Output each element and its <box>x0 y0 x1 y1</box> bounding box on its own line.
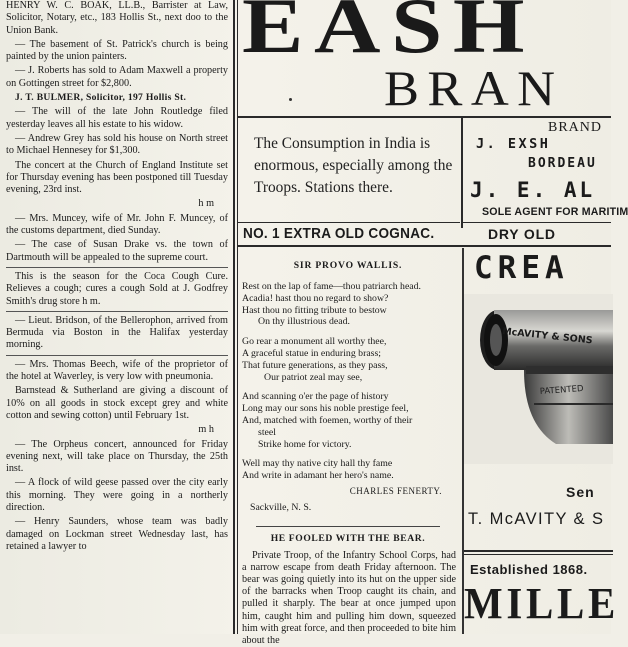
left-news-column <box>0 0 232 634</box>
poem-line: Go rear a monument all worthy thee, <box>242 336 387 348</box>
ad-headline: EASH <box>242 0 536 69</box>
story-title: HE FOOLED WITH THE BEAR. <box>270 532 426 544</box>
brand-ad <box>464 120 628 232</box>
column-rule <box>233 0 235 634</box>
ad-column-rule <box>461 118 463 228</box>
brand-label: BRAND <box>548 120 603 135</box>
poem-line: Rest on the lap of fame—thou patriarch head. <box>242 281 422 292</box>
sen-text: Sen <box>566 484 595 500</box>
poem-line: Acadia! hast thou no regard to show? <box>242 292 389 304</box>
mcavity-name: T. McAVITY & S <box>468 510 605 528</box>
news-item: J. T. BULMER, Solicitor, 197 Hollis St. <box>15 92 187 104</box>
ad-rule <box>238 245 611 247</box>
mcavity-ad <box>462 248 620 634</box>
poem-title: SIR PROVO WALLIS. <box>293 260 403 271</box>
news-item: Barnstead & Sutherland are giving a discount of 10% on all goods in stock except grey and white cotton and sewing cotton) until February 1st. <box>6 385 228 421</box>
poem-line: On thy illustrious dead. <box>258 316 350 328</box>
dry-old-line: DRY OLD <box>488 226 556 242</box>
poem-line: And scanning o'er the page of history <box>242 391 389 403</box>
print-speck <box>289 98 292 101</box>
cream-headline: CREA <box>474 250 569 286</box>
news-item: — A flock of wild geese passed over the city early this morning. They were going in a northerly direction. <box>6 477 228 513</box>
news-item: — The case of Susan Drake vs. the town of Dartmouth will be appealed to the supreme court. <box>6 239 228 263</box>
poem-stanza <box>242 458 458 482</box>
poem-line: Strike home for victory. <box>258 438 352 450</box>
poem-line: Well may thy native city hall thy fame <box>242 458 393 470</box>
poem-line: Hast thou no fitting tribute to bestow <box>242 304 387 316</box>
brand-line: J. EXSH <box>476 136 551 152</box>
consumption-notice: The Consumption in India is enormous, especially among the Troops. Stations there. <box>254 135 453 196</box>
poem-line: That future generations, as they pass, <box>242 359 388 371</box>
ad-rule <box>462 222 611 223</box>
divider <box>256 526 440 527</box>
story-body <box>238 550 458 647</box>
mille-headline: MILLE <box>464 579 620 628</box>
news-item: — Andrew Grey has sold his house on North street to Michael Hennesey for $1,300. <box>6 132 228 157</box>
poem-line: Our patriot zeal may see, <box>264 371 363 383</box>
news-item: HENRY W. C. BOAK, LL.B., Barrister at Law, Solicitor, Notary, etc., 183 Hollis St., next doo to the Union Bank. <box>6 0 228 36</box>
sole-agent-line: SOLE AGENT FOR MARITIM <box>482 206 628 218</box>
bordeaux-line: BORDEAU <box>528 156 597 171</box>
ad-rule <box>238 222 460 223</box>
poem-line: A graceful statue in enduring brass; <box>242 347 382 359</box>
news-item: — Mrs. Thomas Beech, wife of the proprietor of the hotel at Waverley, is very low with pneumonia. <box>6 358 228 383</box>
poem-body <box>242 281 458 514</box>
cognac-line: NO. 1 EXTRA OLD COGNAC. <box>243 226 435 242</box>
ad-rule <box>464 550 613 552</box>
news-item: — The Orpheus concert, announced for Friday evening next, will take place on Thursday, the 25th inst. <box>6 438 228 475</box>
established-line: Established 1868. <box>470 562 588 577</box>
poem-line: And write in adamant her hero's name. <box>242 470 394 482</box>
ad-rule <box>238 116 611 118</box>
ad-subheadline: BRAN <box>384 60 564 116</box>
news-item: — Lieut. Bridson, of the Bellerophon, arrived from Bermuda via Boston in the Halifax yesterday morning. <box>6 314 228 351</box>
news-item: h m <box>198 198 214 210</box>
news-item: — The will of the late John Routledge filed yesterday leaves all his estate to his widow. <box>6 106 228 130</box>
pipe-fitting-illustration <box>464 294 613 464</box>
poem-and-story-column <box>238 248 458 646</box>
poem-line: And, matched with foemen, worthy of their <box>242 414 413 426</box>
news-item: The concert at the Church of England Institute set for Thursday evening has been postponed till Tuesday evening, 23rd inst. <box>6 159 228 196</box>
news-items <box>0 0 232 553</box>
pipe-label: McAVITY & SONS <box>501 326 593 347</box>
news-item: — Henry Saunders, whose team was badly damaged on Lockman street Wednesday last, has retained a lawyer to <box>6 516 228 552</box>
divider <box>6 311 228 312</box>
poem-stanza <box>242 281 458 328</box>
poem-stanza <box>242 336 458 383</box>
news-item: This is the season for the Coca Cough Cure. Relieves a cough; cures a cough Sold at J. Godfrey Smith's drug store h m. <box>6 270 228 307</box>
divider <box>6 267 228 268</box>
poem-place: Sackville, N. S. <box>250 501 312 513</box>
poem-stanza <box>242 391 458 450</box>
poem-line: steel <box>258 426 276 438</box>
poem-line: Long may our sons his noble prestige feel, <box>242 403 409 415</box>
patented-label: PATENTED <box>539 383 584 397</box>
agent-name: J. E. AL <box>470 178 596 202</box>
news-item: — J. Roberts has sold to Adam Maxwell a property on Gottingen street for $2,800. <box>6 65 228 89</box>
story-paragraph: Private Troop, of the Infantry School Corps, had a narrow escape from death Friday afternoon. The bear was going quietly into its hut on the upper side of the barracks when Troop caught its chain, and pulled it sharply. The bear at once jumped upon him, caught him and pulling him down, squeezed him with great force, and then proceeded to bite him about the <box>242 549 456 646</box>
divider <box>6 355 228 356</box>
news-item: — The basement of St. Patrick's church is being painted by the union painters. <box>6 38 228 63</box>
poem-author: CHARLES FENERTY. <box>349 485 442 496</box>
news-item: m h <box>198 424 214 436</box>
news-item: — Mrs. Muncey, wife of Mr. John F. Muncey, of the customs department, died Sunday. <box>6 212 228 237</box>
ad-rule <box>464 554 613 555</box>
